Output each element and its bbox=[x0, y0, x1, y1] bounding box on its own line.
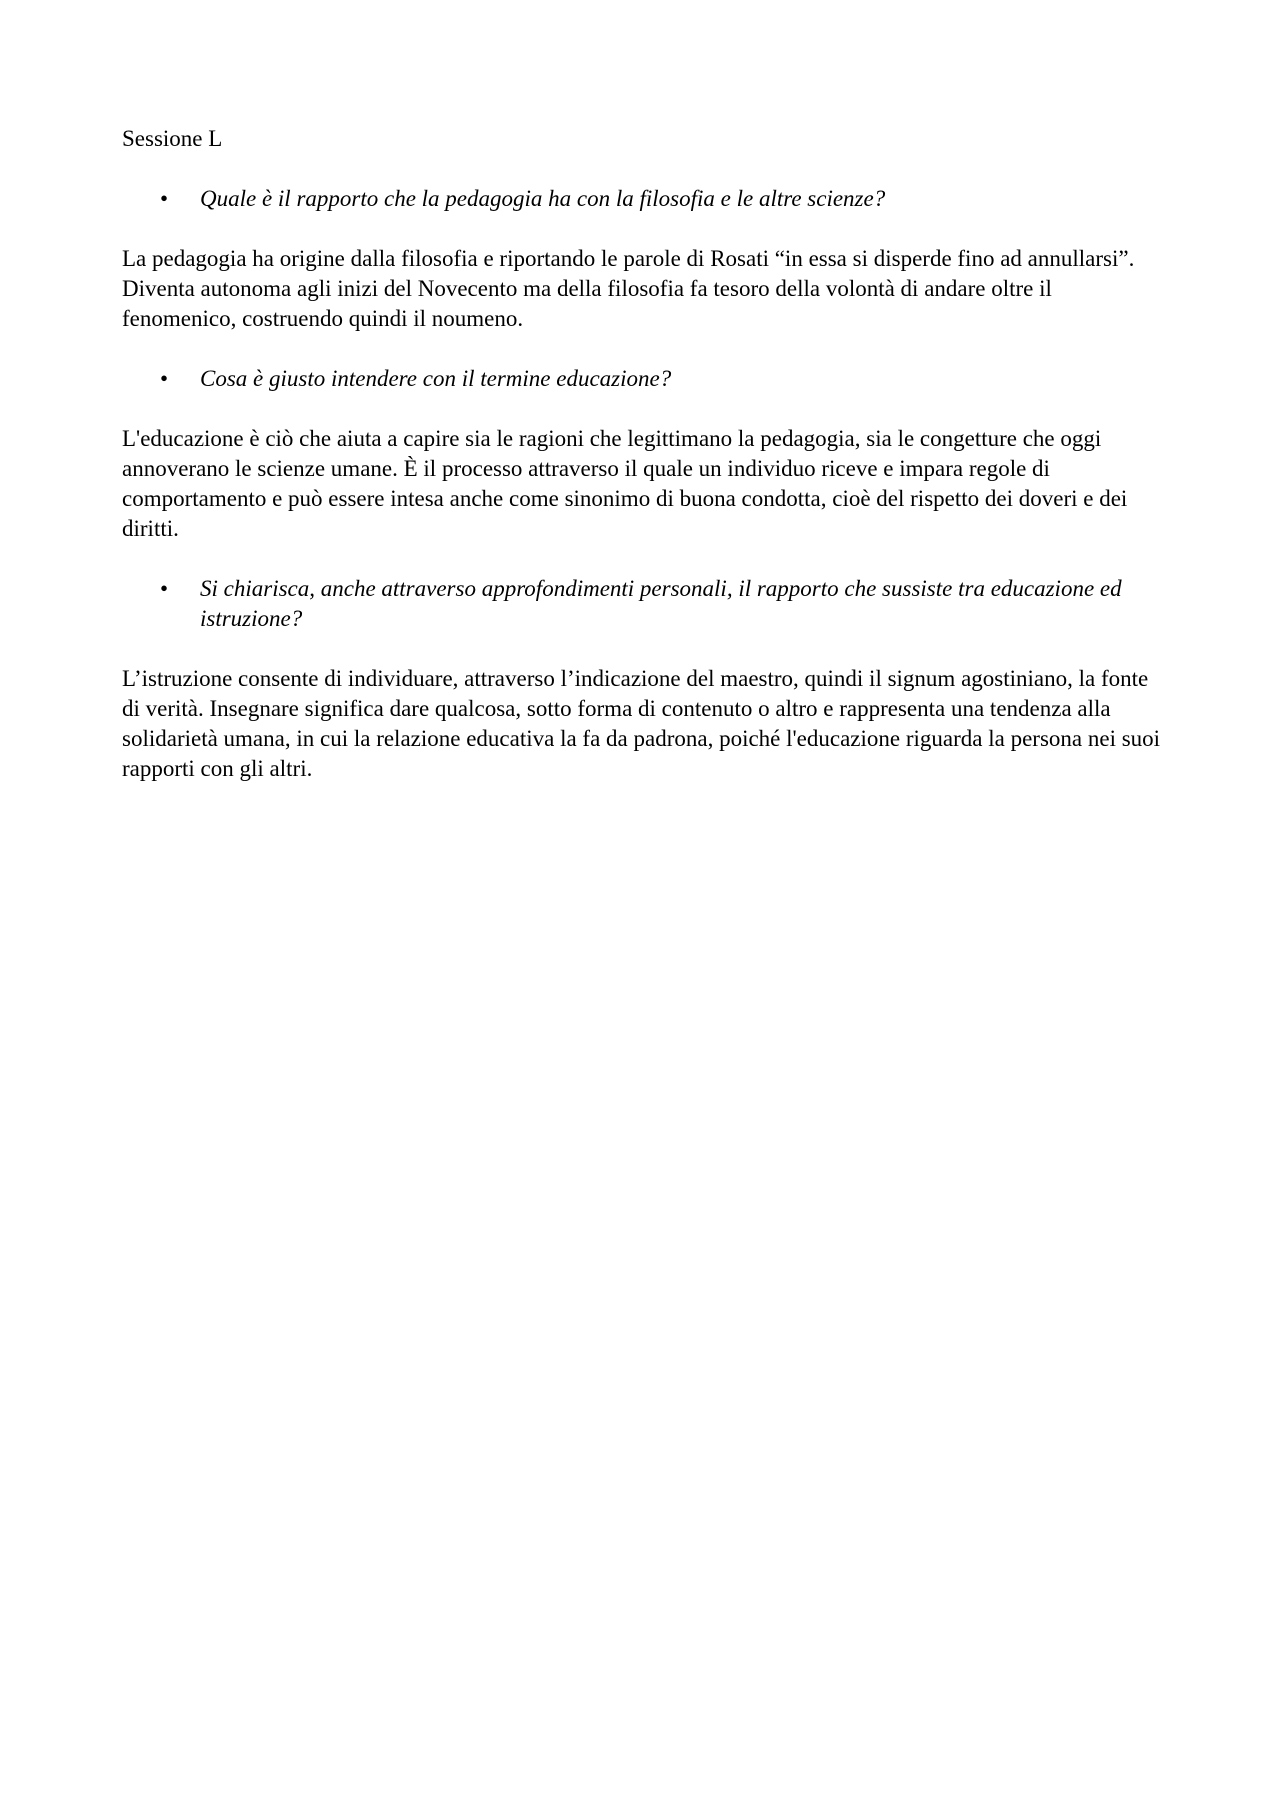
question-1 bbox=[122, 184, 1162, 214]
session-heading: Sessione L bbox=[122, 126, 223, 151]
question-3 bbox=[122, 574, 1162, 634]
question-2-text: Cosa è giusto intendere con il termine educazione? bbox=[200, 366, 672, 391]
question-2 bbox=[122, 364, 1162, 394]
bullet-icon: • bbox=[160, 576, 169, 601]
question-1-text: Quale è il rapporto che la pedagogia ha con la filosofia e le altre scienze? bbox=[200, 186, 886, 211]
bullet-icon: • bbox=[160, 186, 169, 211]
answer-1: La pedagogia ha origine dalla filosofia e riportando le parole di Rosati “in essa si disperde fino ad annullarsi”. Diventa autonoma agli inizi del Novecento ma della filosofia fa tesoro della volontà di andare oltre il fenomenico, costruendo quindi il noumeno. bbox=[122, 246, 1135, 331]
answer-3: L’istruzione consente di individuare, attraverso l’indicazione del maestro, quindi il signum agostiniano, la fonte di verità. Insegnare significa dare qualcosa, sotto forma di contenuto o altro e rappresenta una tendenza alla solidarietà umana, in cui la relazione educativa la fa da padrona, poiché l'educazione riguarda la persona nei suoi rapporti con gli altri. bbox=[122, 666, 1161, 781]
bullet-icon: • bbox=[160, 366, 169, 391]
question-3-text: Si chiarisca, anche attraverso approfondimenti personali, il rapporto che sussiste tra educazione ed istruzione? bbox=[200, 576, 1122, 631]
answer-2: L'educazione è ciò che aiuta a capire sia le ragioni che legittimano la pedagogia, sia le congetture che oggi annoverano le scienze umane. È il processo attraverso il quale un individuo riceve e impara regole di comportamento e può essere intesa anche come sinonimo di buona condotta, cioè del rispetto dei doveri e dei diritti. bbox=[122, 426, 1128, 541]
document-body bbox=[122, 124, 1162, 814]
